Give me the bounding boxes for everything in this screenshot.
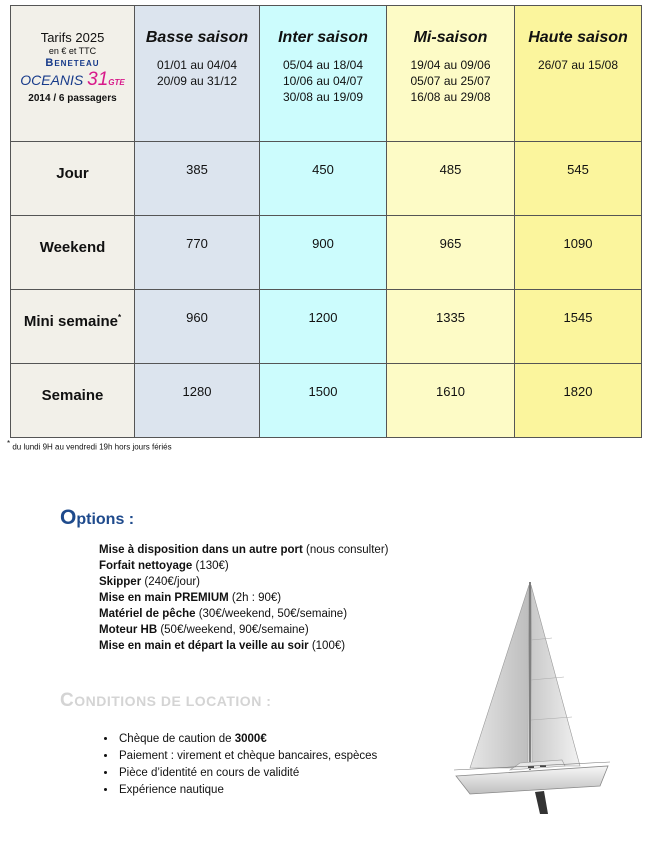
price-value: 450 (312, 162, 334, 177)
list-item: Matériel de pêche (30€/weekend, 50€/semaine) (99, 608, 348, 620)
list-item: Moteur HB (50€/weekend, 90€/semaine) (99, 624, 309, 636)
brand-logo: Beneteau (45, 57, 100, 69)
sailboat-image (440, 580, 620, 825)
table-row-jour (11, 142, 642, 216)
list-item: • Pièce d’identité en cours de validité (117, 765, 377, 782)
row-label: Semaine (41, 387, 104, 404)
keel (535, 791, 548, 814)
price-cell (135, 364, 260, 438)
season-date: 01/01 au 04/04 (156, 58, 238, 72)
table-row-weekend (11, 216, 642, 290)
main-sail (531, 585, 580, 766)
price-cell (260, 142, 387, 216)
season-dates (260, 57, 386, 105)
price-cell (387, 364, 515, 438)
season-title: Mi-saison (413, 29, 488, 46)
season-date: 16/08 au 29/08 (410, 90, 491, 104)
price-value: 960 (186, 310, 208, 325)
row-label-cell (11, 142, 135, 216)
row-label-cell (11, 290, 135, 364)
hull (456, 766, 608, 794)
footnote-marker: * (7, 439, 11, 448)
price-cell (387, 216, 515, 290)
price-value: 1545 (563, 310, 593, 325)
row-label: Mini semaine* (23, 313, 122, 330)
options-list (99, 542, 388, 654)
season-date: 05/04 au 18/04 (282, 58, 364, 72)
season-date: 10/06 au 04/07 (282, 74, 364, 88)
footnote-marker: * (118, 313, 122, 322)
season-header-inter (260, 6, 387, 142)
list-item: Mise en main et départ la veille au soir (100€) (99, 640, 346, 652)
season-date: 26/07 au 15/08 (537, 58, 619, 72)
price-value: 485 (439, 162, 462, 177)
price-value: 1280 (182, 384, 212, 399)
price-cell (260, 216, 387, 290)
row-label-cell (11, 364, 135, 438)
price-value: 1200 (308, 310, 338, 325)
table-row-mini-semaine (11, 290, 642, 364)
price-cell (135, 290, 260, 364)
row-label-cell (11, 216, 135, 290)
model-number: 31 (87, 69, 109, 90)
price-cell (515, 216, 642, 290)
price-value: 770 (186, 236, 208, 251)
price-value: 1090 (563, 236, 593, 251)
price-cell (387, 290, 515, 364)
season-header-basse (135, 6, 260, 142)
conditions-list (103, 731, 377, 799)
price-cell (260, 290, 387, 364)
season-dates (135, 57, 259, 89)
row-label: Weekend (39, 239, 106, 256)
table-header-row (11, 6, 642, 142)
price-cell (515, 142, 642, 216)
season-dates (515, 57, 641, 73)
price-cell (515, 364, 642, 438)
footnote-text: du lundi 9H au vendredi 19h hors jours fériés (12, 442, 172, 452)
list-item: Mise à disposition dans un autre port (nous consulter) (99, 544, 389, 556)
season-dates (387, 57, 514, 105)
list-item: Mise en main PREMIUM (2h : 90€) (99, 592, 282, 604)
season-header-haute (515, 6, 642, 142)
price-value: 385 (186, 162, 208, 177)
tarifs-title: Tarifs 2025 (40, 30, 105, 45)
currency-note: en € et TTC (48, 46, 97, 56)
price-value: 965 (439, 236, 462, 251)
price-value: 900 (312, 236, 334, 251)
options-title: Options : (60, 506, 135, 529)
passengers-info: 2014 / 6 passagers (28, 93, 117, 104)
price-cell (135, 216, 260, 290)
season-date: 19/04 au 09/06 (410, 58, 491, 72)
price-value: 1500 (308, 384, 338, 399)
season-title: Inter saison (278, 29, 368, 46)
row-label: Jour (56, 165, 89, 182)
price-cell (387, 142, 515, 216)
list-item: • Expérience nautique (117, 782, 377, 799)
table-corner-cell (11, 6, 135, 142)
price-value: 1820 (563, 384, 593, 399)
season-title: Basse saison (145, 29, 249, 46)
list-item: Skipper (240€/jour) (99, 576, 200, 588)
jib-sail (470, 585, 529, 768)
price-table (10, 5, 642, 438)
price-cell (135, 142, 260, 216)
season-title: Haute saison (528, 29, 628, 46)
model-name: OCEANIS (20, 72, 84, 88)
season-header-mi (387, 6, 515, 142)
price-cell (260, 364, 387, 438)
list-item: • Paiement : virement et chèque bancaires, espèces (117, 748, 377, 765)
price-value: 545 (567, 162, 589, 177)
conditions-title: CONDITIONS DE LOCATION : (60, 690, 272, 711)
list-item: • Chèque de caution de 3000€ (117, 731, 377, 748)
season-date: 20/09 au 31/12 (156, 74, 238, 88)
model-suffix: GTE (108, 78, 125, 87)
list-item: Forfait nettoyage (130€) (99, 560, 229, 572)
price-value: 1335 (436, 310, 465, 325)
price-value: 1610 (436, 384, 465, 399)
table-footnote (7, 439, 172, 452)
season-date: 30/08 au 19/09 (282, 90, 364, 104)
table-row-semaine (11, 364, 642, 438)
season-date: 05/07 au 25/07 (410, 74, 491, 88)
model-logo (11, 69, 134, 91)
price-cell (515, 290, 642, 364)
